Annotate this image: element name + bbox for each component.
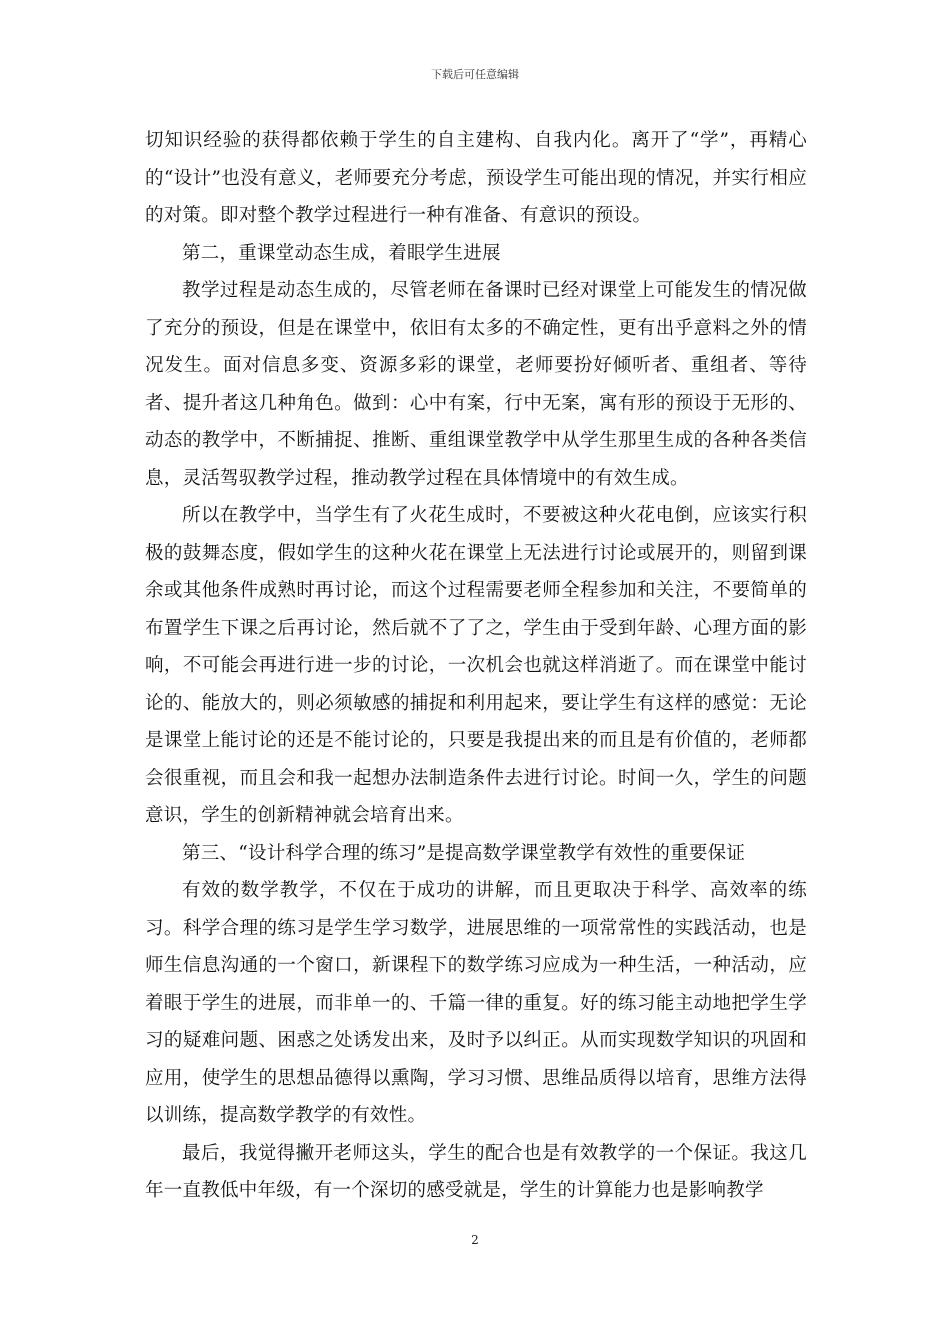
page-number: 2 [471,1233,479,1247]
section-heading-2: 第二，重课堂动态生成，着眼学生进展 [182,242,501,264]
paragraph-3: 所以在教学中，当学生有了火花生成时，不要被这种火花电倒，应该实行积极的鼓舞态度，假如学生的这种火花在课堂上无法进行讨论或展开的，则留到课余或其他条件成熟时再讨论，而这个过程需要老师全程参加和关注，不要简单的布置学生下课之后再讨论，然后就不了了之，学生由于受到年龄、心理方面的影响，不可能会再进行进一步的讨论，一次机会也就这样消逝了。而在课堂中能讨论的、能放大的，则必须敏感的捕捉和利用起来，要让学生有这样的感觉：无论是课堂上能讨论的还是不能讨论的，只要是我提出来的而且是有价值的，老师都会很重视，而且会和我一起想办法制造条件去进行讨论。时间一久，学生的问题意识，学生的创新精神就会培育出来。 [145,505,807,826]
document-body [145,122,807,1210]
paragraph-1: 切知识经验的获得都依赖于学生的自主建构、自我内化。离开了“学”，再精心的“设计”也没有意义，老师要充分考虑，预设学生可能出现的情况，并实行相应的对策。即对整个教学过程进行一种有准备、有意识的预设。 [145,130,807,226]
page-header: 下载后可任意编辑 [431,68,519,81]
section-heading-3: 第三、“设计科学合理的练习”是提高数学课堂教学有效性的重要保证 [182,842,746,864]
paragraph-5: 最后，我觉得撇开老师这头，学生的配合也是有效教学的一个保证。我这几年一直教低中年级，有一个深切的感受就是，学生的计算能力也是影响教学 [145,1142,807,1201]
paragraph-2: 教学过程是动态生成的，尽管老师在备课时已经对课堂上可能发生的情况做了充分的预设，但是在课堂中，依旧有太多的不确定性，更有出乎意料之外的情况发生。面对信息多变、资源多彩的课堂，老师要扮好倾听者、重组者、等待者、提升者这几种角色。做到：心中有案，行中无案，寓有形的预设于无形的、动态的教学中，不断捕捉、推断、重组课堂教学中从学生那里生成的各种各类信息，灵活驾驭教学过程，推动教学过程在具体情境中的有效生成。 [145,280,807,489]
paragraph-4: 有效的数学教学，不仅在于成功的讲解，而且更取决于科学、高效率的练习。科学合理的练习是学生学习数学，进展思维的一项常常性的实践活动，也是师生信息沟通的一个窗口，新课程下的数学练习应成为一种生活，一种活动，应着眼于学生的进展，而非单一的、千篇一律的重复。好的练习能主动地把学生学习的疑难问题、困惑之处诱发出来，及时予以纠正。从而实现数学知识的巩固和应用，使学生的思想品德得以熏陶，学习习惯、思维品质得以培育，思维方法得以训练，提高数学教学的有效性。 [145,880,807,1126]
